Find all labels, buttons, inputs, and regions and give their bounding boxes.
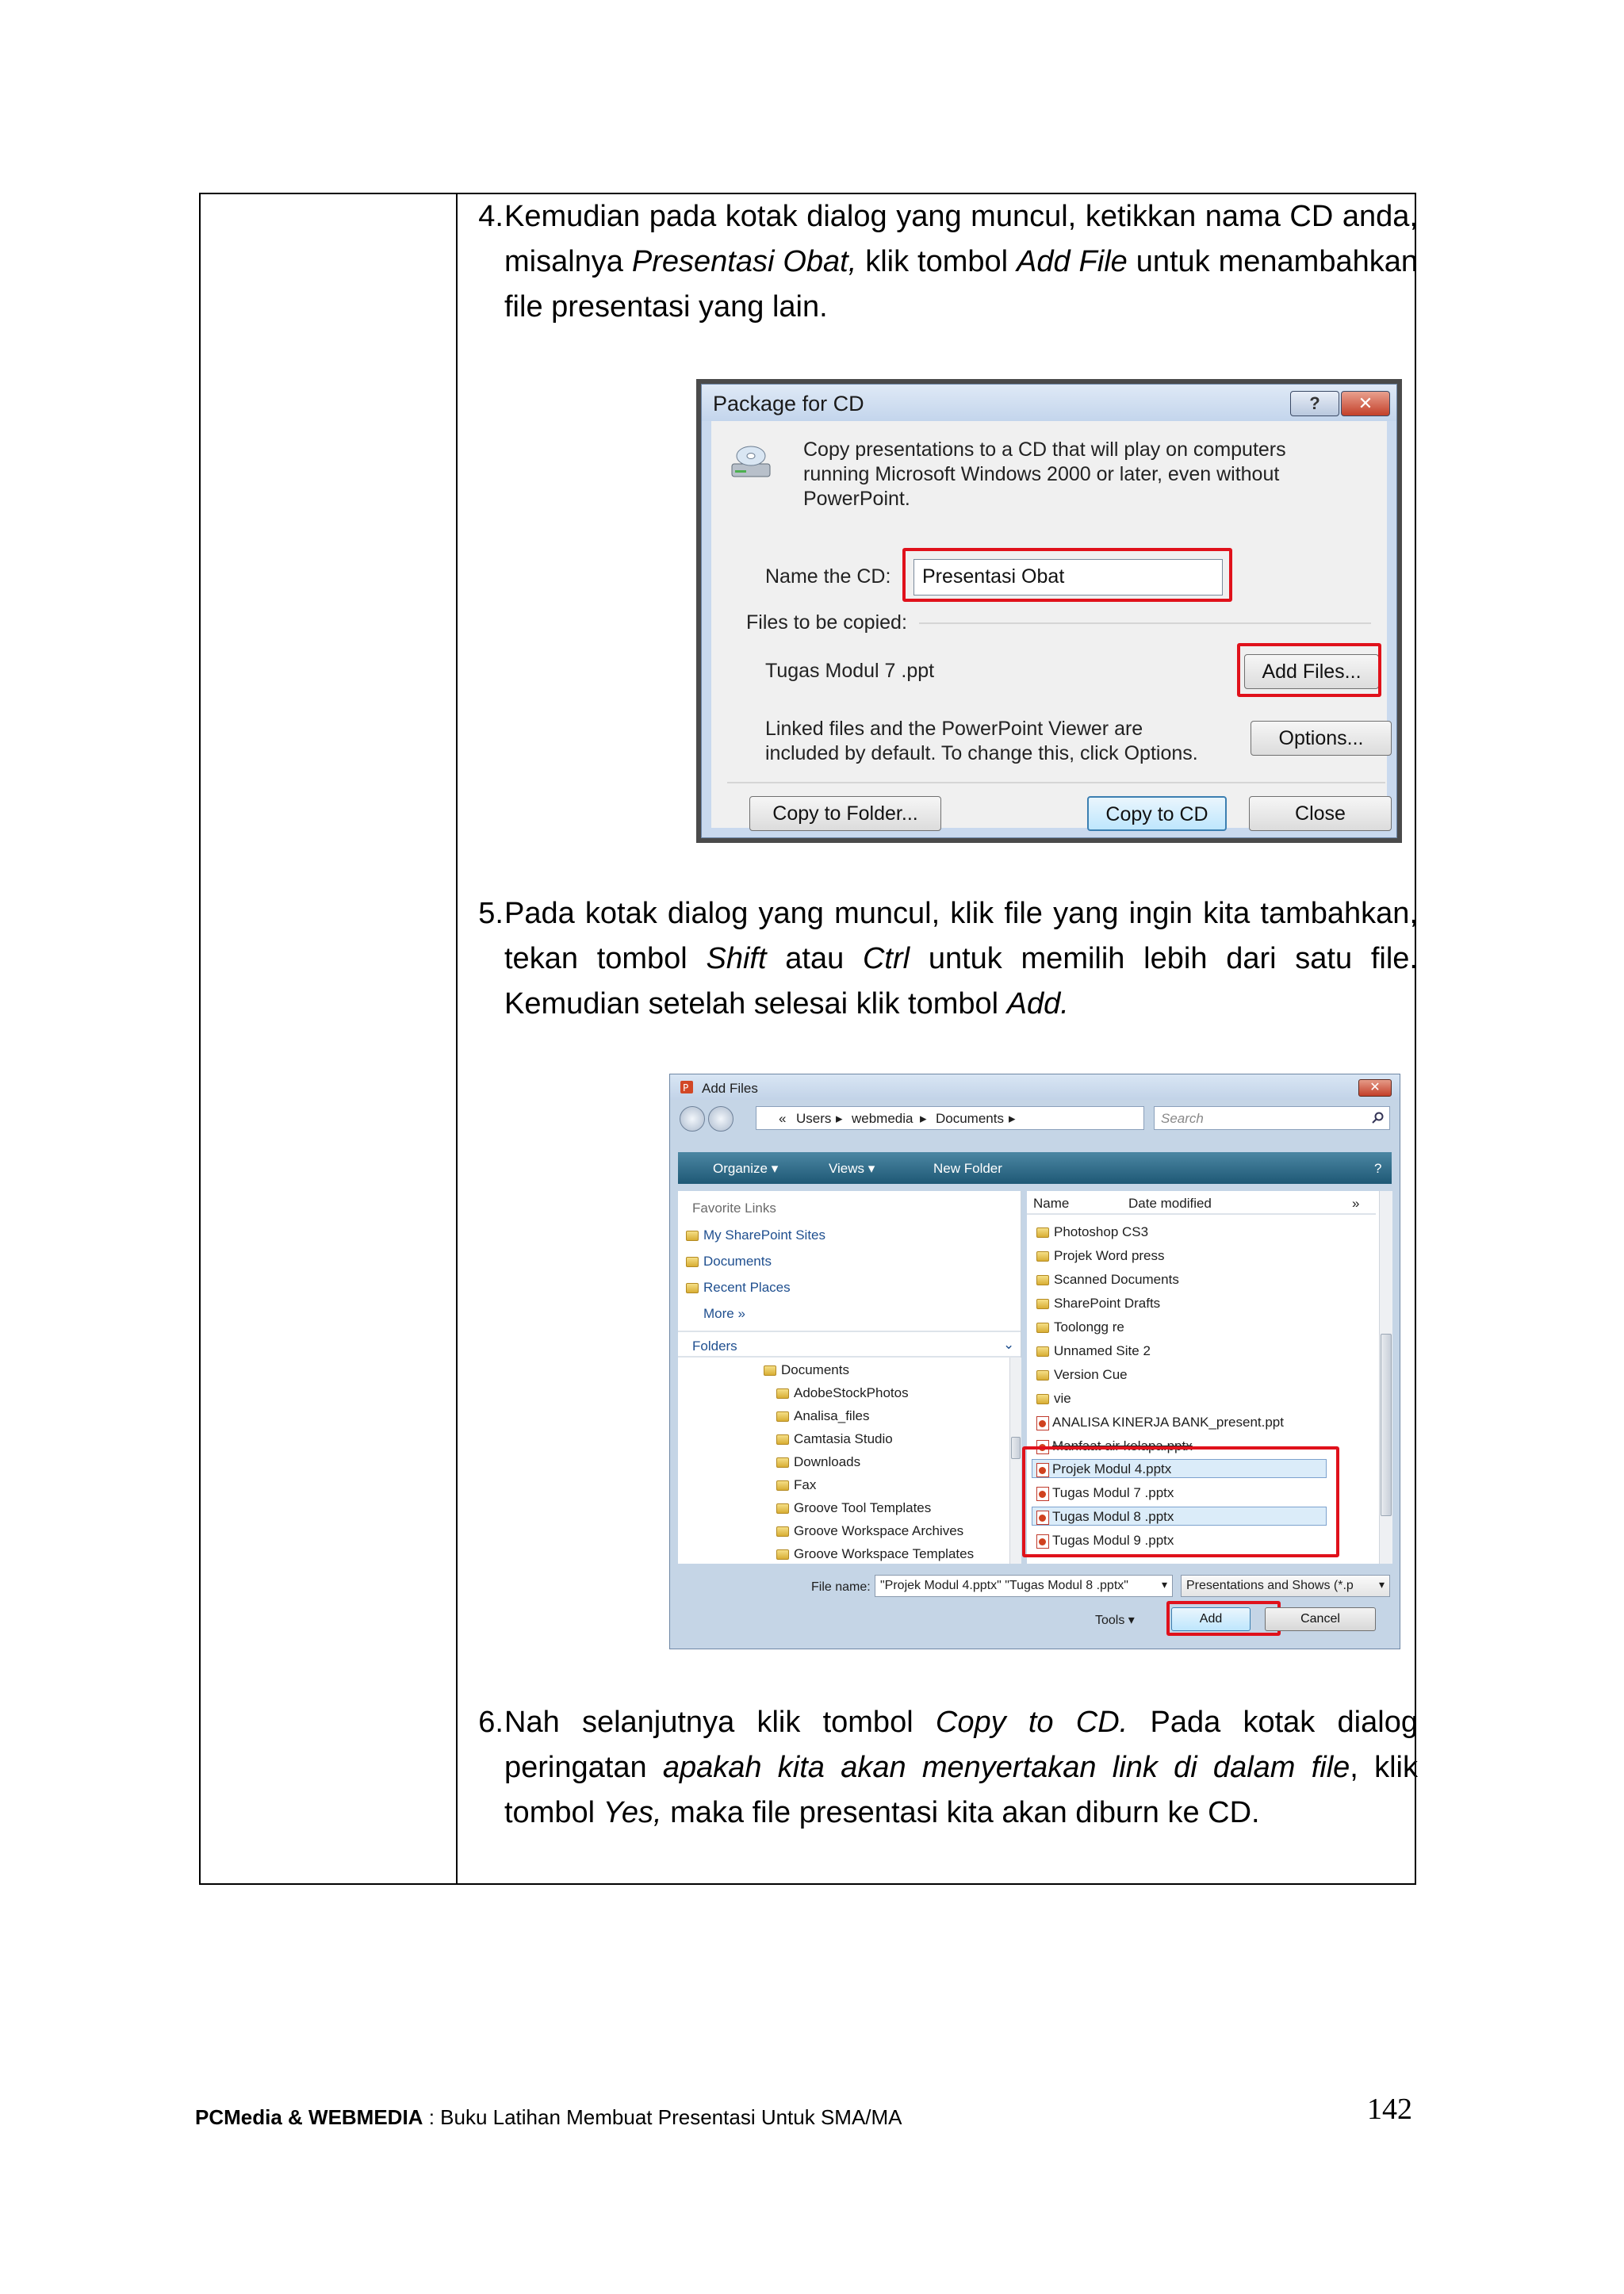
list-item[interactable]: Scanned Documents xyxy=(1036,1272,1179,1288)
help-icon[interactable]: ? xyxy=(1374,1161,1382,1176)
column-more[interactable]: » xyxy=(1352,1196,1360,1211)
folder-icon xyxy=(776,1434,789,1445)
tree-item[interactable]: Documents xyxy=(764,1362,849,1378)
step-6 xyxy=(470,1700,1418,1836)
views-button[interactable]: Views ▾ xyxy=(829,1161,875,1176)
close-icon[interactable]: ✕ xyxy=(1341,391,1390,416)
folders-header[interactable]: Folders xyxy=(692,1338,737,1354)
cancel-button[interactable]: Cancel xyxy=(1265,1607,1376,1631)
file-item[interactable]: Tugas Modul 7 .ppt xyxy=(765,660,935,682)
page-footer: PCMedia & WEBMEDIA : Buku Latihan Membuat Presentasi Untuk SMA/MA xyxy=(195,2105,902,2129)
scroll-thumb[interactable] xyxy=(1381,1334,1392,1516)
breadcrumb-webmedia[interactable]: webmedia xyxy=(852,1111,914,1126)
list-item[interactable]: Manfaat air kelapa.pptx xyxy=(1036,1438,1193,1454)
dialog-title: Package for CD xyxy=(713,392,864,416)
pptx-file-icon xyxy=(1036,1416,1049,1430)
tree-item[interactable]: Fax xyxy=(776,1477,816,1493)
page-number: 142 xyxy=(1367,2093,1412,2126)
folder-icon xyxy=(1036,1251,1049,1262)
forward-icon[interactable] xyxy=(708,1106,733,1132)
cd-drive-icon xyxy=(729,439,773,483)
column-name[interactable]: Name xyxy=(1033,1196,1070,1211)
tree-item[interactable]: Groove Workspace Templates xyxy=(776,1546,974,1562)
tools-menu[interactable]: Tools ▾ xyxy=(1095,1614,1135,1627)
package-for-cd-dialog xyxy=(696,379,1402,843)
list-item[interactable]: Toolongg re xyxy=(1036,1319,1124,1335)
list-item[interactable]: Projek Word press xyxy=(1036,1248,1165,1264)
add-button[interactable]: Add xyxy=(1171,1607,1251,1631)
dialog-title-bar xyxy=(670,1074,1400,1100)
folder-icon xyxy=(1036,1346,1049,1357)
column-divider xyxy=(456,194,458,1883)
tree-item[interactable]: Camtasia Studio xyxy=(776,1431,893,1447)
search-input[interactable]: Search xyxy=(1154,1106,1390,1130)
favorite-link-recent[interactable]: Recent Places xyxy=(686,1280,791,1296)
folder-icon xyxy=(776,1388,789,1399)
cd-name-input[interactable]: Presentasi Obat xyxy=(914,559,1223,596)
scroll-thumb[interactable] xyxy=(1011,1437,1021,1459)
folder-icon xyxy=(1036,1394,1049,1404)
list-item[interactable]: ANALISA KINERJA BANK_present.ppt xyxy=(1036,1415,1284,1430)
close-icon[interactable]: ✕ xyxy=(1358,1079,1392,1097)
folder-icon xyxy=(1036,1323,1049,1333)
file-list-scrollbar[interactable] xyxy=(1379,1191,1392,1564)
add-files-button[interactable]: Add Files... xyxy=(1244,654,1379,689)
description-line: running Microsoft Windows 2000 or later, even without xyxy=(803,463,1280,485)
folder-icon xyxy=(776,1411,789,1422)
file-type-select[interactable]: Presentations and Shows (*.p ▾ xyxy=(1181,1575,1390,1597)
list-item[interactable]: Unnamed Site 2 xyxy=(1036,1343,1151,1359)
step-text: Kemudian pada kotak dialog yang muncul, ketikkan nama CD anda, misalnya Presentasi Obat, klik tombol Add File untuk menambahkan file presentasi yang lain. xyxy=(504,200,1418,324)
file-name-label: File name: xyxy=(811,1580,871,1594)
list-item[interactable]: Tugas Modul 7 .pptx xyxy=(1036,1485,1174,1501)
highlight-add-button xyxy=(1166,1601,1281,1636)
command-toolbar xyxy=(678,1152,1392,1184)
folder-icon xyxy=(686,1257,699,1267)
copy-to-folder-button[interactable]: Copy to Folder... xyxy=(749,796,941,831)
folder-icon xyxy=(686,1231,699,1241)
chevron-down-icon[interactable]: ⌄ xyxy=(1003,1337,1015,1352)
column-date-modified[interactable]: Date modified xyxy=(1128,1196,1212,1211)
favorite-link-documents[interactable]: Documents xyxy=(686,1254,772,1270)
tree-scrollbar[interactable] xyxy=(1009,1358,1021,1564)
folder-icon xyxy=(1036,1275,1049,1285)
help-button[interactable]: ? xyxy=(1290,391,1339,416)
list-item-selected[interactable]: Projek Modul 4.pptx xyxy=(1036,1461,1171,1477)
linked-note-line: included by default. To change this, click Options. xyxy=(765,742,1198,764)
list-item[interactable]: SharePoint Drafts xyxy=(1036,1296,1160,1312)
breadcrumb-users[interactable]: Users xyxy=(796,1111,832,1126)
description-line: PowerPoint. xyxy=(803,488,910,510)
highlight-selected-files xyxy=(1022,1446,1339,1557)
organize-button[interactable]: Organize ▾ xyxy=(713,1161,779,1176)
tree-item[interactable]: AdobeStockPhotos xyxy=(776,1385,909,1401)
step-4 xyxy=(470,194,1418,330)
step-text: Nah selanjutnya klik tombol Copy to CD. Pada kotak dialog peringatan apakah kita akan menyertakan link di dalam file, klik tombol Yes, maka file presentasi kita akan diburn ke CD. xyxy=(504,1706,1418,1829)
step-number: 5. xyxy=(478,897,504,930)
breadcrumb-documents[interactable]: Documents xyxy=(936,1111,1004,1126)
file-list xyxy=(1027,1191,1392,1564)
chevron-down-icon[interactable]: ▾ xyxy=(1161,1578,1167,1591)
folder-icon xyxy=(1036,1370,1049,1381)
file-name-input[interactable]: "Projek Modul 4.pptx" "Tugas Modul 8 .pptx" ▾ xyxy=(875,1575,1173,1597)
more-link[interactable]: More » xyxy=(703,1306,745,1321)
highlight-name-field xyxy=(902,548,1232,602)
folder-icon xyxy=(764,1365,776,1376)
list-item-selected[interactable]: Tugas Modul 8 .pptx xyxy=(1036,1509,1174,1525)
folder-icon xyxy=(1036,1299,1049,1309)
folder-icon xyxy=(686,1283,699,1293)
folder-icon xyxy=(1036,1227,1049,1238)
new-folder-button[interactable]: New Folder xyxy=(933,1161,1002,1176)
list-item[interactable]: Version Cue xyxy=(1036,1367,1128,1383)
dialog-title: Add Files xyxy=(702,1081,758,1096)
folder-icon xyxy=(776,1526,789,1537)
options-button[interactable]: Options... xyxy=(1251,721,1392,756)
description-line: Copy presentations to a CD that will play on computers xyxy=(803,439,1286,461)
add-files-dialog xyxy=(669,1074,1400,1649)
dialog-title-bar xyxy=(702,385,1396,421)
step-number: 6. xyxy=(478,1706,504,1739)
folder-icon xyxy=(776,1480,789,1491)
svg-text:P: P xyxy=(683,1082,689,1093)
step-text: Pada kotak dialog yang muncul, klik file yang ingin kita tambahkan, tekan tombol Shift atau Ctrl untuk memilih lebih dari satu file. Kemudian setelah selesai klik tombol Add. xyxy=(504,897,1418,1021)
list-item[interactable]: Tugas Modul 9 .pptx xyxy=(1036,1533,1174,1549)
powerpoint-icon xyxy=(680,1080,694,1094)
close-button[interactable]: Close xyxy=(1249,796,1392,831)
folder-icon xyxy=(776,1457,789,1468)
name-cd-label: Name the CD: xyxy=(765,565,891,588)
tree-item[interactable]: Groove Workspace Archives xyxy=(776,1523,963,1539)
navigation-pane xyxy=(678,1191,1021,1564)
list-item[interactable]: Photoshop CS3 xyxy=(1036,1224,1148,1240)
files-copied-label: Files to be copied: xyxy=(746,611,907,634)
list-item[interactable]: vie xyxy=(1036,1391,1071,1407)
footer-brand: PCMedia & WEBMEDIA xyxy=(195,2105,423,2129)
divider xyxy=(727,782,1385,783)
footer-book-title: Buku Latihan Membuat Presentasi Untuk SMA/MA xyxy=(440,2105,902,2129)
favorite-link-sharepoint[interactable]: My SharePoint Sites xyxy=(686,1227,825,1243)
step-number: 4. xyxy=(478,200,504,233)
search-icon[interactable] xyxy=(1372,1112,1385,1124)
copy-to-cd-button[interactable]: Copy to CD xyxy=(1087,796,1227,831)
linked-note-line: Linked files and the PowerPoint Viewer are xyxy=(765,718,1143,740)
tree-item[interactable]: Analisa_files xyxy=(776,1408,869,1424)
folder-icon xyxy=(776,1503,789,1514)
back-icon[interactable] xyxy=(680,1106,705,1132)
chevron-down-icon[interactable]: ▾ xyxy=(1378,1578,1385,1591)
highlight-add-files xyxy=(1237,643,1381,697)
tree-item[interactable]: Groove Tool Templates xyxy=(776,1500,931,1516)
tree-item[interactable]: Downloads xyxy=(776,1454,860,1470)
step-5 xyxy=(470,891,1418,1027)
address-bar[interactable]: « Users ▸ webmedia ▸ Documents ▸ xyxy=(756,1106,1144,1130)
favorite-links-header: Favorite Links xyxy=(692,1201,776,1216)
folder-icon xyxy=(776,1549,789,1560)
divider xyxy=(919,622,1371,624)
